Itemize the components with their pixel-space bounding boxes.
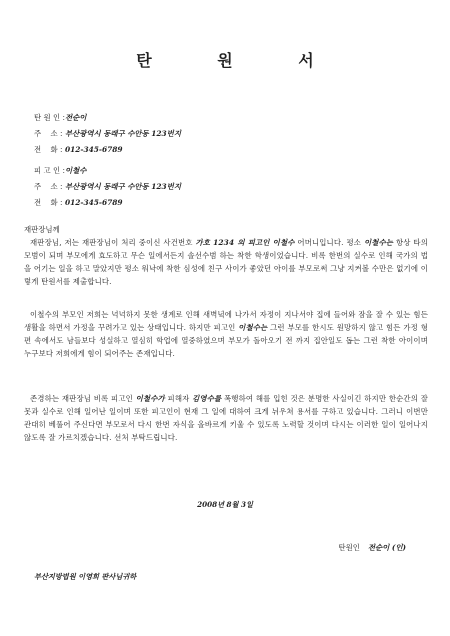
petitioner-phone: 012-345-6789 [65,145,123,154]
victim-mention: 김영수를 [192,394,222,403]
defendant-mention: 이철수는 [238,323,268,332]
signature-label: 탄원인 [338,543,360,552]
salutation: 재판장님께 [24,225,60,234]
defendant-name-row [34,163,181,179]
petitioner-address: 부산광역시 동래구 수안동 123번지 [65,129,181,138]
text-run: 항상 타의 모범이 되며 부모에게 효도하고 무슨 일에서든지 솔선수범 하는 착한 학생이었습니다. 비록 한번의 실수로 인해 국가의 법을 어기는 일을 하고 말았지만 평소 워낙에 착한 심성에 친구 사이가 좋았던 아이를 부모로써 그냥 지켜볼 수만은 없기에 이렇게 탄원서를 제출합니다. [24,238,428,286]
defendant-address-row [34,179,181,195]
defendant-name: 이철수 [65,166,87,175]
defendant-mention: 이철수는 [363,238,394,247]
defendant-address: 부산광역시 동래구 수안동 123번지 [65,182,181,191]
text-run: 피해자 [164,394,193,403]
text-run: 이철수의 부모인 저희는 넉넉하지 못한 생계로 인해 새벽녘에 나가서 자정이 지나서야 집에 들어와 잠을 잘 수 있는 힘든 생활을 하면서 가정을 꾸려가고 있는 상태입니다. 하지만 피고인 [24,310,428,332]
defendant-address-label: 주 소 : [34,182,63,191]
petitioner-phone-label: 전 화 : [34,145,63,154]
petitioner-name-row [34,110,181,126]
defendant-name-label: 피 고 인 : [34,166,65,175]
petitioner-address-row [34,126,181,142]
defendant-phone-label: 전 화 : [34,198,63,207]
signature-line [338,542,406,553]
defendant-phone-row [34,195,181,211]
case-number: 가호 1234 의 피고인 이철수 [195,238,295,247]
paragraph-intro [24,236,428,288]
paragraph-family [24,308,428,360]
text-run: 존경하는 재판장님 비록 피고인 [30,394,136,403]
petitioner-name-label: 탄 원 인 : [34,113,65,122]
petitioner-address-label: 주 소 : [34,129,63,138]
defendant-info [34,163,181,211]
defendant-mention: 이철수가 [135,394,165,403]
petitioner-phone-row [34,142,181,158]
text-run: 폭행하여 해를 입힌 것은 분명한 사실이긴 하지만 한순간의 잘못과 실수로 인해 일어난 일이며 또한 피고인이 현재 그 일에 대하여 크게 뉘우쳐 용서를 구하고 있습니다. 그러니 이번만 관대히 베풀어 주신다면 부모로서 다시 한번 자식을 올바르게 키울 수 있도록 노력할 것이며 다시는 이러한 일이 일어나지 않도록 잘 가르치겠습니다. 선처 부탁드립니다. [24,394,428,442]
document-title: 탄 원 서 [136,51,344,70]
document-date: 2008년 8월 3일 [197,500,253,509]
signature-name: 전순이 (인) [367,543,406,552]
court-addressee: 부산지방법원 이영희 판사님귀하 [34,572,137,581]
paragraph-plea [24,392,428,444]
petitioner-name: 전순이 [65,113,87,122]
text-run: 재판장님, 저는 재판장님이 처리 중이신 사건번호 [30,238,196,247]
text-run: 어머니입니다. 평소 [294,238,364,247]
petitioner-info [34,110,181,158]
text-run: 그런 부모를 한시도 원망하지 않고 힘든 가정 형편 속에서도 남들보다 성실하고 열심히 학업에 열중하였으며 부모가 돌아오기 전 까지 집안일도 돕는 그런 착한 아이이며 누구보다 저희에게 힘이 되어주는 존재입니다. [24,323,428,358]
defendant-phone: 012-345-6789 [65,198,123,207]
